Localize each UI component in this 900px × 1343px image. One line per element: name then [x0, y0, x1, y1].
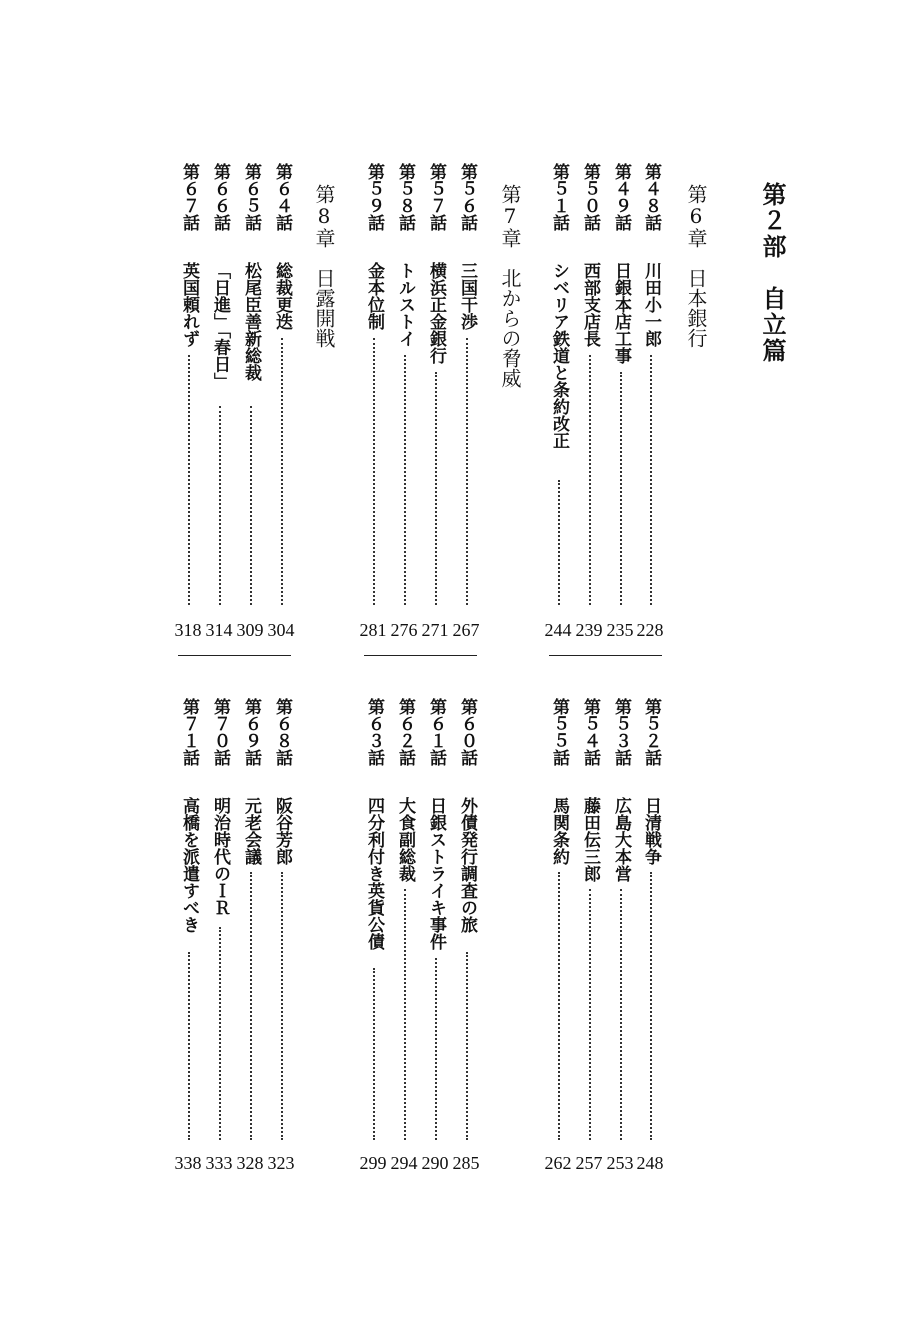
- page-number: 281: [359, 620, 387, 640]
- episode-title: 「日進」「春日」: [210, 262, 230, 390]
- episode-title: トルストイ: [395, 262, 415, 347]
- page-number: 267: [452, 620, 480, 640]
- episode-number: 第５２話: [641, 698, 661, 766]
- episode-title: 阪谷芳郎: [272, 797, 292, 865]
- page-number: 290: [421, 1153, 449, 1173]
- episode-number: 第５１話: [549, 163, 569, 231]
- dot-leader: [188, 355, 190, 605]
- page-number: 318: [174, 620, 202, 640]
- episode-number: 第５４話: [580, 698, 600, 766]
- episode-title: 高橋を派遣すべき: [179, 797, 199, 933]
- page-number: 228: [636, 620, 664, 640]
- page-number: 257: [575, 1153, 603, 1173]
- episode-title: 英国頼れず: [179, 262, 199, 347]
- episode-number: 第６７話: [179, 163, 199, 231]
- page-number: 294: [390, 1153, 418, 1173]
- episode-title: 松尾臣善新総裁: [241, 262, 261, 381]
- episode-title: 広島大本営: [611, 797, 631, 882]
- dot-leader: [558, 872, 560, 1140]
- episode-number: 第５５話: [549, 698, 569, 766]
- page-number: 299: [359, 1153, 387, 1173]
- episode-number: 第６６話: [210, 163, 230, 231]
- episode-title: 明治時代のＩＲ: [210, 797, 230, 916]
- dot-leader: [589, 355, 591, 605]
- episode-title: 西部支店長: [580, 262, 600, 347]
- episode-title: 大食副総裁: [395, 797, 415, 882]
- dot-leader: [466, 338, 468, 605]
- dot-leader: [404, 889, 406, 1140]
- page-number: 304: [267, 620, 295, 640]
- episode-number: 第６９話: [241, 698, 261, 766]
- episode-number: 第７１話: [179, 698, 199, 766]
- episode-title: 外債発行調査の旅: [457, 797, 477, 933]
- dot-leader: [558, 480, 560, 605]
- episode-number: 第５８話: [395, 163, 415, 231]
- page-number: 239: [575, 620, 603, 640]
- dot-leader: [466, 952, 468, 1140]
- episode-number: 第４８話: [641, 163, 661, 231]
- dot-leader: [435, 372, 437, 605]
- section-divider: [549, 655, 662, 656]
- dot-leader: [650, 355, 652, 605]
- page-number: 285: [452, 1153, 480, 1173]
- episode-number: 第５９話: [364, 163, 384, 231]
- episode-title: 金本位制: [364, 262, 384, 330]
- page-number: 271: [421, 620, 449, 640]
- dot-leader: [620, 889, 622, 1140]
- page-number: 276: [390, 620, 418, 640]
- episode-number: 第６０話: [457, 698, 477, 766]
- chapter-heading-6: 第6章 日本銀行: [684, 184, 708, 348]
- page-number: 328: [236, 1153, 264, 1173]
- episode-title: 日銀本店工事: [611, 262, 631, 364]
- episode-number: 第６２話: [395, 698, 415, 766]
- dot-leader: [373, 968, 375, 1140]
- dot-leader: [188, 952, 190, 1140]
- part-title: 第２部 自立篇: [758, 182, 786, 364]
- episode-number: 第４９話: [611, 163, 631, 231]
- episode-title: 日銀ストライキ事件: [426, 797, 446, 950]
- episode-number: 第６８話: [272, 698, 292, 766]
- section-divider: [364, 655, 477, 656]
- episode-number: 第６１話: [426, 698, 446, 766]
- page-number: 333: [205, 1153, 233, 1173]
- page-number: 244: [544, 620, 572, 640]
- episode-number: 第５７話: [426, 163, 446, 231]
- dot-leader: [281, 338, 283, 605]
- page-number: 262: [544, 1153, 572, 1173]
- dot-leader: [650, 872, 652, 1140]
- dot-leader: [281, 872, 283, 1140]
- episode-title: 馬関条約: [549, 797, 569, 865]
- section-divider: [178, 655, 291, 656]
- episode-number: 第５６話: [457, 163, 477, 231]
- episode-title: 元老会議: [241, 797, 261, 865]
- episode-title: 総裁更迭: [272, 262, 292, 330]
- episode-number: 第６３話: [364, 698, 384, 766]
- dot-leader: [250, 872, 252, 1140]
- episode-number: 第６５話: [241, 163, 261, 231]
- dot-leader: [250, 406, 252, 605]
- episode-title: 三国干渉: [457, 262, 477, 330]
- dot-leader: [219, 927, 221, 1140]
- episode-title: 川田小一郎: [641, 262, 661, 347]
- episode-number: 第７０話: [210, 698, 230, 766]
- dot-leader: [219, 406, 221, 605]
- episode-title: 横浜正金銀行: [426, 262, 446, 364]
- episode-number: 第６４話: [272, 163, 292, 231]
- dot-leader: [589, 889, 591, 1140]
- page-number: 323: [267, 1153, 295, 1173]
- episode-number: 第５３話: [611, 698, 631, 766]
- dot-leader: [373, 338, 375, 605]
- episode-title: 日清戦争: [641, 797, 661, 865]
- page-number: 314: [205, 620, 233, 640]
- page-number: 309: [236, 620, 264, 640]
- chapter-heading-8: 第8章 日露開戦: [312, 184, 336, 348]
- episode-title: シベリア鉄道と条約改正: [549, 262, 569, 449]
- page-number: 235: [606, 620, 634, 640]
- dot-leader: [404, 355, 406, 605]
- episode-title: 藤田伝三郎: [580, 797, 600, 882]
- page-number: 248: [636, 1153, 664, 1173]
- page-number: 338: [174, 1153, 202, 1173]
- episode-title: 四分利付き英貨公債: [364, 797, 384, 950]
- dot-leader: [620, 372, 622, 605]
- episode-number: 第５０話: [580, 163, 600, 231]
- chapter-heading-7: 第7章 北からの脅威: [498, 184, 522, 388]
- page-number: 253: [606, 1153, 634, 1173]
- dot-leader: [435, 958, 437, 1140]
